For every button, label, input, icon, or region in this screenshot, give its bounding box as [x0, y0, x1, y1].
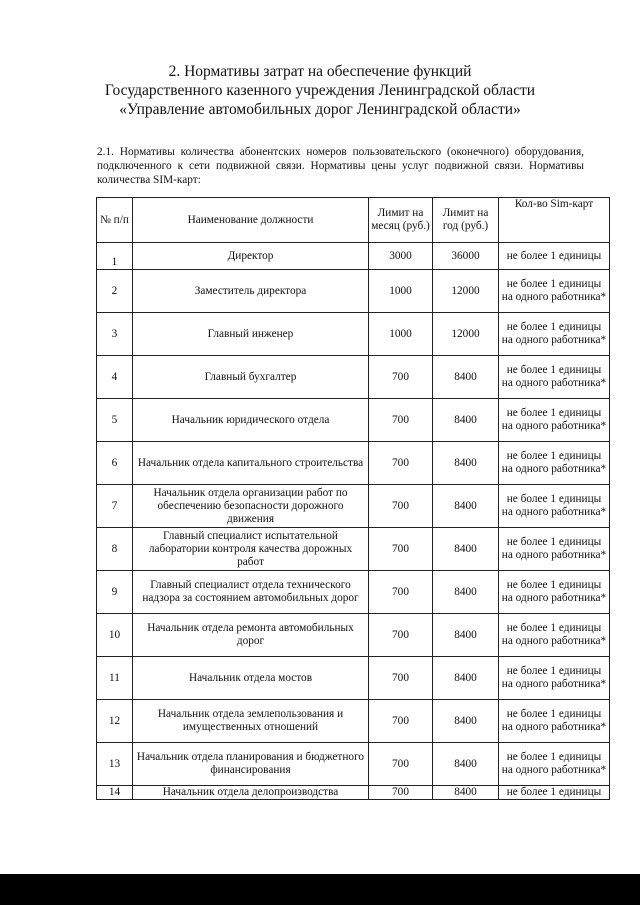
header-month-limit: Лимит на месяц (руб.)	[369, 198, 433, 243]
table-body	[97, 243, 610, 800]
row-number: 8	[97, 528, 133, 571]
row-number: 7	[97, 485, 133, 528]
month-limit: 700	[369, 571, 433, 614]
month-limit: 3000	[369, 243, 433, 270]
table-row	[97, 313, 610, 356]
table-row	[97, 399, 610, 442]
table-row	[97, 485, 610, 528]
year-limit: 8400	[433, 614, 499, 657]
table-row	[97, 270, 610, 313]
sim-count: не более 1 единицы на одного работника*	[499, 528, 610, 571]
position-name: Начальник отдела капитального строительства	[133, 442, 369, 485]
row-number: 14	[97, 786, 133, 800]
row-number: 6	[97, 442, 133, 485]
sim-count: не более 1 единицы на одного работника*	[499, 571, 610, 614]
table-row	[97, 442, 610, 485]
position-name: Начальник отдела ремонта автомобильных дорог	[133, 614, 369, 657]
scan-bottom-edge	[0, 874, 640, 905]
row-number: 13	[97, 743, 133, 786]
row-number: 3	[97, 313, 133, 356]
position-name: Начальник отдела землепользования и имущественных отношений	[133, 700, 369, 743]
sim-count: не более 1 единицы	[499, 243, 610, 270]
sim-count: не более 1 единицы на одного работника*	[499, 442, 610, 485]
sim-count: не более 1 единицы на одного работника*	[499, 356, 610, 399]
sim-count: не более 1 единицы на одного работника*	[499, 485, 610, 528]
month-limit: 700	[369, 743, 433, 786]
table-row	[97, 743, 610, 786]
sim-count: не более 1 единицы на одного работника*	[499, 313, 610, 356]
row-number: 1	[97, 243, 133, 270]
table-header-row	[97, 198, 610, 243]
row-number: 12	[97, 700, 133, 743]
month-limit: 700	[369, 786, 433, 800]
header-year-limit: Лимит на год (руб.)	[433, 198, 499, 243]
header-number: № п/п	[97, 198, 133, 243]
table-row	[97, 571, 610, 614]
month-limit: 700	[369, 700, 433, 743]
table-row	[97, 528, 610, 571]
row-number: 10	[97, 614, 133, 657]
position-name: Начальник отдела мостов	[133, 657, 369, 700]
year-limit: 8400	[433, 356, 499, 399]
position-name: Начальник отдела планирования и бюджетного финансирования	[133, 743, 369, 786]
month-limit: 700	[369, 356, 433, 399]
year-limit: 12000	[433, 270, 499, 313]
heading-line-3: «Управление автомобильных дорог Ленинградской области»	[119, 101, 521, 118]
table-row	[97, 657, 610, 700]
position-name: Заместитель директора	[133, 270, 369, 313]
year-limit: 8400	[433, 657, 499, 700]
month-limit: 700	[369, 657, 433, 700]
sim-count: не более 1 единицы на одного работника*	[499, 614, 610, 657]
table-row	[97, 243, 610, 270]
position-name: Главный бухгалтер	[133, 356, 369, 399]
month-limit: 700	[369, 485, 433, 528]
year-limit: 8400	[433, 786, 499, 800]
year-limit: 8400	[433, 700, 499, 743]
month-limit: 1000	[369, 270, 433, 313]
row-number: 2	[97, 270, 133, 313]
month-limit: 700	[369, 614, 433, 657]
header-sim-count: Кол-во Sim-карт	[499, 198, 610, 243]
position-name: Начальник отдела делопроизводства	[133, 786, 369, 800]
year-limit: 12000	[433, 313, 499, 356]
month-limit: 1000	[369, 313, 433, 356]
year-limit: 8400	[433, 571, 499, 614]
heading-line-1: 2. Нормативы затрат на обеспечение функций	[168, 63, 472, 80]
year-limit: 8400	[433, 442, 499, 485]
year-limit: 8400	[433, 485, 499, 528]
row-number: 9	[97, 571, 133, 614]
table-row	[97, 786, 610, 800]
position-name: Начальник юридического отдела	[133, 399, 369, 442]
position-name: Главный инженер	[133, 313, 369, 356]
position-name: Начальник отдела организации работ по обеспечению безопасности дорожного движения	[133, 485, 369, 528]
heading-line-2: Государственного казенного учреждения Ленинградской области	[104, 82, 536, 99]
year-limit: 8400	[433, 528, 499, 571]
row-number: 4	[97, 356, 133, 399]
document-heading	[0, 62, 640, 119]
header-position: Наименование должности	[133, 198, 369, 243]
norms-table	[96, 197, 610, 800]
sim-count: не более 1 единицы на одного работника*	[499, 657, 610, 700]
position-name: Главный специалист испытательной лаборатории контроля качества дорожных работ	[133, 528, 369, 571]
month-limit: 700	[369, 528, 433, 571]
row-number: 5	[97, 399, 133, 442]
year-limit: 36000	[433, 243, 499, 270]
intro-paragraph: 2.1. Нормативы количества абонентских номеров пользовательского (оконечного) оборудования, подключенного к сети подвижной связи. Нормативы цены услуг подвижной связи. Нормативы количества SIM-карт:	[97, 146, 584, 187]
sim-count: не более 1 единицы на одного работника*	[499, 700, 610, 743]
month-limit: 700	[369, 399, 433, 442]
sim-count: не более 1 единицы на одного работника*	[499, 743, 610, 786]
year-limit: 8400	[433, 743, 499, 786]
position-name: Директор	[133, 243, 369, 270]
sim-count: не более 1 единицы на одного работника*	[499, 399, 610, 442]
sim-count: не более 1 единицы	[499, 786, 610, 800]
row-number: 11	[97, 657, 133, 700]
sim-count: не более 1 единицы на одного работника*	[499, 270, 610, 313]
table-row	[97, 356, 610, 399]
position-name: Главный специалист отдела технического надзора за состоянием автомобильных дорог	[133, 571, 369, 614]
month-limit: 700	[369, 442, 433, 485]
year-limit: 8400	[433, 399, 499, 442]
table-row	[97, 614, 610, 657]
table-row	[97, 700, 610, 743]
